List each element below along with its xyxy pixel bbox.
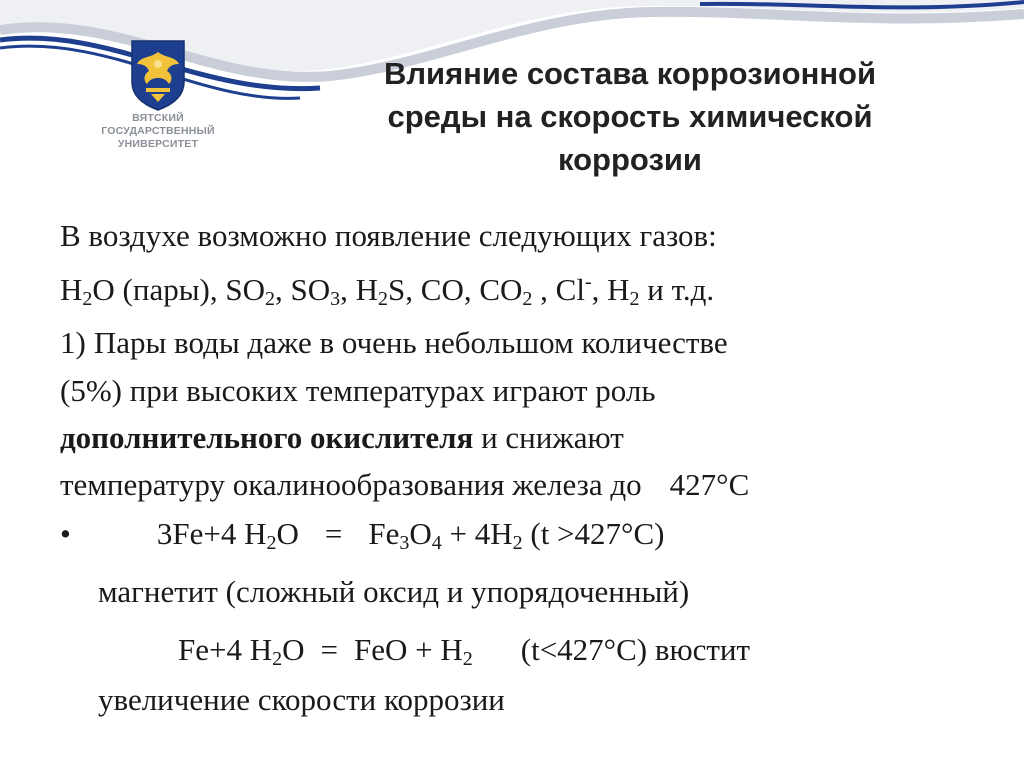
reaction-2-condition: (t<427°С) вюстит xyxy=(520,632,751,667)
reaction-2: Fe+4 $H_2O$ = FeO + $H_2$ (t<427°С) вюстит xyxy=(178,632,751,670)
emblem-eagle-shield-icon xyxy=(129,38,187,112)
point-1-text-1: Пары воды даже в очень небольшом количестве xyxy=(93,325,728,360)
point-1-line-2: (5%) при высоких температурах играют роль xyxy=(60,373,656,408)
intro-line: В воздухе возможно появление следующих газов: xyxy=(60,218,717,253)
conclusion-line: увеличение скорости коррозии xyxy=(98,682,505,717)
point-1-number: 1) xyxy=(60,325,86,360)
gas-cl: Cl-, xyxy=(555,271,608,307)
gas-co2: $CO_2$ , xyxy=(479,272,556,310)
bullet: • xyxy=(60,516,71,551)
gas-h2o: $H_2O$ (пары), xyxy=(60,272,226,310)
equals-sign: = xyxy=(324,516,343,551)
slide-title xyxy=(300,52,960,181)
logo-caption-line-1: ВЯТСКИЙ xyxy=(132,112,184,124)
gas-h2s: $H_2S$, CO, xyxy=(355,272,480,310)
title-line-1: Влияние состава коррозионной xyxy=(383,56,877,91)
reaction-1: • 3Fe+4 $H_2O = Fe_3O_4 + 4H_2$ (t >427°С) xyxy=(60,516,665,554)
magnetite-note: магнетит (сложный оксид и упорядоченный) xyxy=(98,574,690,609)
threshold-temperature: 427°С xyxy=(669,467,750,502)
title-line-3: коррозии xyxy=(558,142,702,177)
point-1-line-4: температуру окалинообразования железа до 427°С xyxy=(60,467,750,502)
university-logo xyxy=(88,38,228,151)
logo-caption-line-2: ГОСУДАРСТВЕННЫЙ xyxy=(101,125,215,137)
gas-h2: $H_2$ и т.д. xyxy=(607,272,715,310)
point-1-line-3: дополнительного окислителя и снижают xyxy=(60,420,624,455)
gases-list xyxy=(60,272,714,308)
gas-so2: $SO_2$, xyxy=(225,272,291,310)
point-1-line-1 xyxy=(60,325,728,361)
equals-sign-2: = xyxy=(320,632,338,667)
point-1-bold-term: дополнительного окислителя xyxy=(60,420,474,455)
gas-so3: $SO_3$, xyxy=(290,272,356,310)
title-line-2: среды на скорость химической xyxy=(387,99,873,134)
logo-caption-line-3: УНИВЕРСИТЕТ xyxy=(117,138,199,150)
